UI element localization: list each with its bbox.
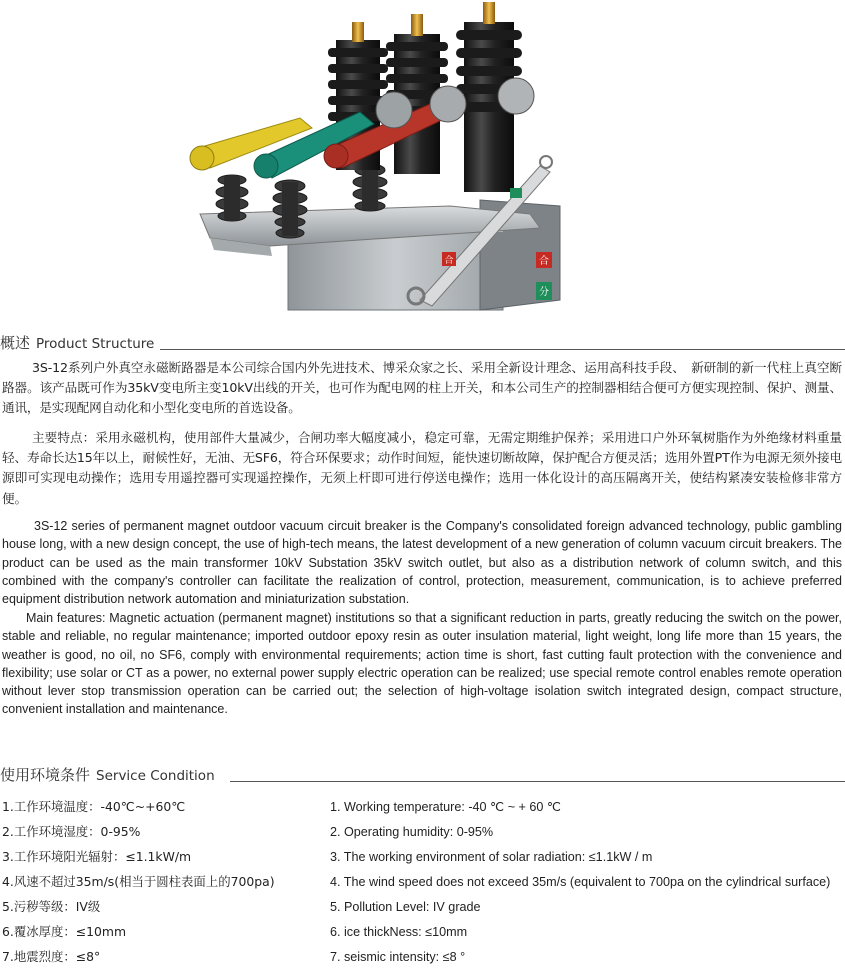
condition-item: 7.地震烈度：≤8°	[2, 949, 101, 964]
conditions-list-cn	[2, 797, 322, 972]
left-sticker-label: 合	[444, 256, 454, 266]
cn-features-paragraph: 主要特点：采用永磁机构，使用部件大量减少，合闸功率大幅度减小，稳定可靠，无需定期维护保养；采用进口户外环氧树脂作为外绝缘材料重量轻、寿命长达15年以上，耐候性好，无油、无SF6，符合环保要求；动作时间短，能快速切断故障，保护配合方便灵活；选用外置PT作为电源无须外接电源即可实现电动操作；选用专用遥控器可实现遥控操作，无须上杆即可进行停送电操作；选用一体化设计的高压隔离开关，使结构紧凑安装检修非常方便。	[2, 430, 842, 506]
service-condition-heading	[0, 764, 845, 790]
heading-cn: 使用环境条件	[0, 766, 91, 784]
circuit-breaker-image	[180, 0, 580, 318]
conditions-list-en	[330, 797, 842, 972]
condition-item: 2.工作环境湿度：0-95%	[2, 824, 141, 839]
condition-item: 1.工作环境温度：-40℃~+60℃	[2, 799, 186, 814]
condition-item: 5. Pollution Level: IV grade	[330, 900, 481, 914]
en-features-paragraph: Main features: Magnetic actuation (permanent magnet) institutions so that a significant reduction in parts, greatly reducing the switch on the power, stable and reliable, no regular maintenance; imported outdoor epoxy resin as outer insulation material, light weight, long life more than 15 years, the weather is good, no oil, no SF6, comply with environmental requirements; action time is short, fast cutting fault protection with the convenience and flexibility; use solar or CT as a power, no external power supply electric operation can be realized; use special remote control enables remote operation without lever stop transmission operation can be carried out; the selection of high-voltage isolation switch integrated design, compact structure, convenient installation and maintenance.	[2, 611, 842, 717]
condition-item: 6.覆冰厚度：≤10mm	[2, 924, 127, 939]
product-structure-heading	[0, 332, 845, 358]
heading-en: Product Structure	[36, 336, 155, 352]
condition-item: 7. seismic intensity: ≤8 °	[330, 950, 466, 964]
condition-item: 5.污秽等级：IV级	[2, 899, 101, 914]
cn-description-paragraph: 3S-12系列户外真空永磁断路器是本公司综合国内外先进技术、博采众家之长、采用全新设计理念、运用高科技手段、 新研制的新一代柱上真空断路器。该产品既可作为35kV变电所主变10kV出线的开关，也可作为配电网的柱上开关，和本公司生产的控制器相结合便可方便实现控制、保护、测量、通讯，是实现配网自动化和小型化变电所的首选设备。	[2, 360, 842, 416]
condition-item: 1. Working temperature: -40 ℃ ~ + 60 ℃	[330, 800, 562, 814]
condition-item: 2. Operating humidity: 0-95%	[330, 825, 494, 839]
condition-item: 3.工作环境阳光辐射：≤1.1kW/m	[2, 849, 192, 864]
en-description-paragraph: 3S-12 series of permanent magnet outdoor vacuum circuit breaker is the Company's consolidated foreign advanced technology, public gambling house long, with a new design concept, the use of high-tech means, the latest development of a new generation of column vacuum circuit breakers. The product can be used as the main transformer 10kV Substation 35kV switch outlet, but also as a distribution network of column switch, and this combined with the company's controller can facilitate the realization of control, protection, measurement, communication, is to achieve preferred equipment distribution network automation and miniaturization substation.	[2, 519, 842, 607]
sticker-off-label: 分	[539, 287, 549, 298]
condition-item: 6. ice thickNess: ≤10mm	[330, 925, 468, 939]
condition-item: 4.风速不超过35m/s(相当于圆柱表面上的700pa)	[2, 874, 275, 889]
heading-en: Service Condition	[96, 768, 215, 784]
heading-divider	[230, 781, 845, 782]
heading-divider	[160, 349, 845, 350]
condition-item: 3. The working environment of solar radiation: ≤1.1kW / m	[330, 850, 653, 864]
condition-item: 4. The wind speed does not exceed 35m/s (equivalent to 700pa on the cylindrical surface)	[330, 875, 831, 889]
sticker-on-label: 合	[539, 256, 549, 267]
heading-cn: 概述	[0, 334, 31, 352]
